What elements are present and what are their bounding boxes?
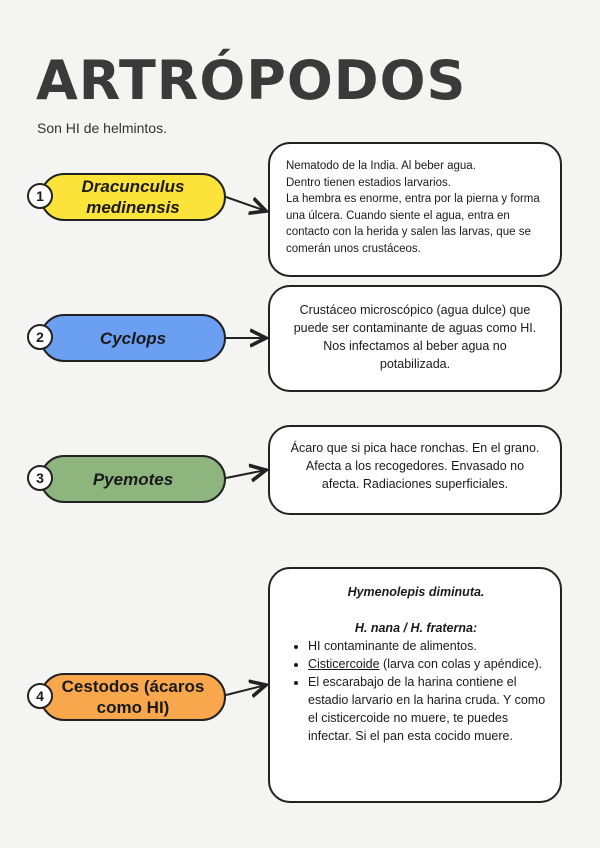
term-cisticercoide: Cisticercoide bbox=[308, 657, 380, 671]
pill-label: Dracunculus medinensis bbox=[81, 177, 185, 217]
description-line: Nematodo de la India. Al beber agua. bbox=[286, 160, 476, 172]
pill-cestodos bbox=[40, 673, 226, 721]
description-text: Ácaro que si pica hace ronchas. En el grano. Afecta a los recogedores. Envasado no afecta. Radiaciones superficiales. bbox=[290, 441, 540, 491]
arrow-4 bbox=[226, 685, 266, 695]
description-line: Dentro tienen estadios larvarios. bbox=[286, 176, 451, 189]
description-heading-2: H. nana / H. fraterna: bbox=[354, 621, 478, 635]
description-text: Crustáceo microscópico (agua dulce) que puede ser contaminante de aguas como HI. Nos infectamos al beber agua no potabilizada. bbox=[293, 303, 537, 371]
list-item: • El escarabajo de la harina contiene el estadio larvario en la harina cruda. Y como el cisticercoide no muere, te puedes infectar. Si el pan esta cocido muere. bbox=[308, 673, 546, 745]
pill-label: Cestodos (ácaros como HI) bbox=[61, 677, 205, 717]
pill-dracunculus bbox=[40, 173, 226, 221]
list-item: • HI contaminante de alimentos. bbox=[308, 637, 546, 655]
page-title: ARTRÓPODOS bbox=[36, 49, 467, 112]
description-heading-1: Hymenolepis diminuta. bbox=[347, 585, 485, 599]
pill-cyclops bbox=[40, 314, 226, 362]
page-subtitle: Son HI de helmintos. bbox=[37, 120, 167, 136]
pill-label: Pyemotes bbox=[92, 469, 174, 489]
list-item: • Cisticercoide (larva con colas y apéndice). bbox=[308, 655, 546, 673]
arrow-3 bbox=[226, 470, 266, 478]
step-number-3: 3 bbox=[27, 465, 53, 491]
description-line: La hembra es enorme, entra por la pierna y forma una úlcera. Cuando siente el agua, entra en contacto con la herida y salen las larvas, que se comerán unos crustáceos. bbox=[286, 193, 540, 255]
step-number-2: 2 bbox=[27, 324, 53, 350]
arrow-1 bbox=[226, 197, 266, 211]
pill-label: Cyclops bbox=[99, 328, 167, 348]
step-number-4: 4 bbox=[27, 683, 53, 709]
pill-pyemotes bbox=[40, 455, 226, 503]
step-number-1: 1 bbox=[27, 183, 53, 209]
